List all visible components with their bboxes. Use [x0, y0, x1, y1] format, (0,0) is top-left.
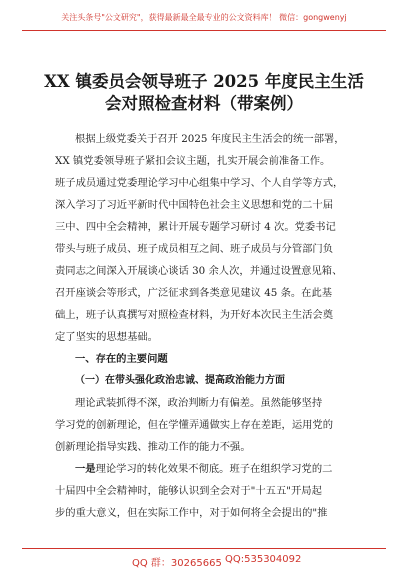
document-title-line-2: 会对照检查材料（带案例） — [105, 94, 303, 113]
header-divider — [22, 30, 386, 31]
text-line: 召开座谈会等形式，广泛征求到各类意见建议 45 条。在此基 — [55, 287, 333, 299]
text-line — [55, 458, 365, 480]
text-line: 步的重大意义，但在实际工作中，对于如何将全会提出的"推 — [55, 507, 328, 519]
text-fragment: 理论学习的转化效果不彻底。班子在组织学习党的二 — [95, 463, 333, 475]
text-line: 责同志之间深入开展谈心谈话 30 余人次，并通过设置意见箱、 — [55, 265, 343, 277]
text-line: 深入学习了习近平新时代中国特色社会主义思想和党的二十届 — [55, 199, 334, 211]
document-body — [55, 128, 365, 524]
footer — [0, 554, 408, 568]
document-title-line-1: XX 镇委员会领导班子 2025 年度民主生活 — [44, 72, 364, 91]
text-line: 创新理论指导实践、推动工作的能力不强。 — [55, 441, 251, 453]
text-line: 班子成员通过党委理论学习中心组集中学习、个人自学等方式， — [55, 177, 344, 189]
footer-divider — [22, 548, 386, 549]
text-line: 学习党的创新理论，但在学懂弄通做实上存在差距，运用党的 — [55, 419, 334, 431]
text-line: 三中、四中全会精神，累计开展专题学习研讨 4 次。党委书记 — [55, 221, 336, 233]
footer-qq-group: QQ 群：30265665 — [132, 558, 222, 569]
text-line: 理论武装抓得不深，政治判断力有偏差。虽然能够坚持 — [75, 397, 323, 409]
text-line: 定了坚实的思想基础。 — [55, 331, 158, 343]
subsection-heading: （一）在带头强化政治忠诚、提高政治能力方面 — [75, 375, 285, 386]
text-line: 带头与班子成员、班子成员相互之间、班子成员与分管部门负 — [55, 243, 334, 255]
text-line: 十届四中全会精神时，能够认识到全会对于"十五五"开局起 — [55, 485, 322, 497]
text-line: XX 镇党委领导班子紧扣会议主题，扎实开展会前准备工作。 — [55, 155, 331, 167]
text-line: 础上，班子认真撰写对照检查材料，为开好本次民主生活会奠 — [55, 309, 334, 321]
section-heading: 一、存在的主要问题 — [75, 353, 168, 365]
footer-qq-contact: QQ:535304092 — [225, 554, 302, 565]
header-banner: 关注头条号"公文研究"，获得最新最全最专业的公文资料库！ 微信：gongwenyj — [61, 13, 347, 22]
emphasis-lead: 一是 — [75, 463, 96, 475]
text-line: 根据上级党委关于召开 2025 年度民主生活会的统一部署， — [75, 133, 345, 145]
